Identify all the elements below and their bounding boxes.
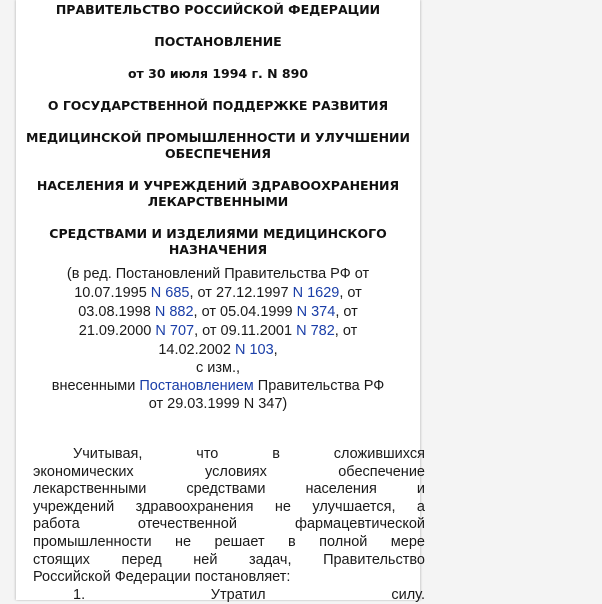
editions-line-3: 03.08.1998 N 882, от 05.04.1999 N 374, от bbox=[78, 304, 358, 320]
editions-line-5: 14.02.2002 N 103, bbox=[158, 342, 278, 358]
edition-link[interactable]: N 882 bbox=[154, 304, 194, 320]
edition-link[interactable]: N 103 bbox=[234, 342, 274, 358]
header-title-line-4b: НАЗНАЧЕНИЯ bbox=[168, 242, 268, 257]
header-title-line-3a: НАСЕЛЕНИЯ И УЧРЕЖДЕНИЙ ЗДРАВООХРАНЕНИЯ bbox=[36, 178, 400, 193]
edition-link[interactable]: N 685 bbox=[150, 285, 190, 301]
preamble-paragraph bbox=[33, 446, 425, 604]
edition-link[interactable]: N 782 bbox=[296, 323, 335, 339]
edition-link[interactable]: N 374 bbox=[296, 304, 336, 320]
header-title-line-4a: СРЕДСТВАМИ И ИЗДЕЛИЯМИ МЕДИЦИНСКОГО bbox=[49, 226, 387, 241]
editions-line-6: с изм., bbox=[195, 360, 241, 376]
paragraph-line: промышленности не решает в полной мере bbox=[33, 533, 425, 550]
paragraph-line: 1. Утратил силу. bbox=[73, 586, 425, 603]
header-org: ПРАВИТЕЛЬСТВО РОССИЙСКОЙ ФЕДЕРАЦИИ bbox=[55, 2, 381, 17]
paragraph-line: учреждений здравоохранения не улучшается, а bbox=[33, 498, 425, 515]
paragraph-line: лекарственными средствами населения и bbox=[33, 481, 425, 498]
header-date: от 30 июля 1994 г. N 890 bbox=[127, 66, 309, 81]
paragraph-line: работа отечественной фармацевтической bbox=[33, 516, 425, 533]
paragraph-line: Российской Федерации постановляет: bbox=[33, 569, 291, 586]
edition-link[interactable]: N 1629 bbox=[292, 285, 340, 301]
paragraph-line: стоящих перед ней задач, Правительство bbox=[33, 551, 425, 568]
paragraph-line: Учитывая, что в сложившихся bbox=[73, 446, 425, 462]
header-title-line-3b: ЛЕКАРСТВЕННЫМИ bbox=[147, 194, 289, 209]
header-title-line-2a: МЕДИЦИНСКОЙ ПРОМЫШЛЕННОСТИ И УЛУЧШЕНИИ bbox=[26, 130, 410, 145]
edition-link[interactable]: N 707 bbox=[155, 323, 195, 339]
amendment-link[interactable]: Постановлением bbox=[139, 378, 254, 394]
editions-line-4: 21.09.2000 N 707, от 09.11.2001 N 782, от bbox=[78, 323, 358, 339]
document-page bbox=[16, 0, 425, 603]
paragraph-line: экономических условиях обеспечение bbox=[33, 463, 425, 480]
editions-line-1: (в ред. Постановлений Правительства РФ от bbox=[66, 266, 370, 282]
header-title-line-2b: ОБЕСПЕЧЕНИЯ bbox=[164, 146, 272, 161]
header-title-line-1: О ГОСУДАРСТВЕННОЙ ПОДДЕРЖКЕ РАЗВИТИЯ bbox=[47, 98, 389, 113]
editions-line-2: 10.07.1995 N 685, от 27.12.1997 N 1629, от bbox=[74, 285, 362, 301]
editions-line-8: от 29.03.1999 N 347) bbox=[148, 396, 288, 412]
header-doc-type: ПОСТАНОВЛЕНИЕ bbox=[154, 34, 282, 49]
editions-line-7: внесенными Постановлением Правительства РФ bbox=[51, 378, 385, 394]
